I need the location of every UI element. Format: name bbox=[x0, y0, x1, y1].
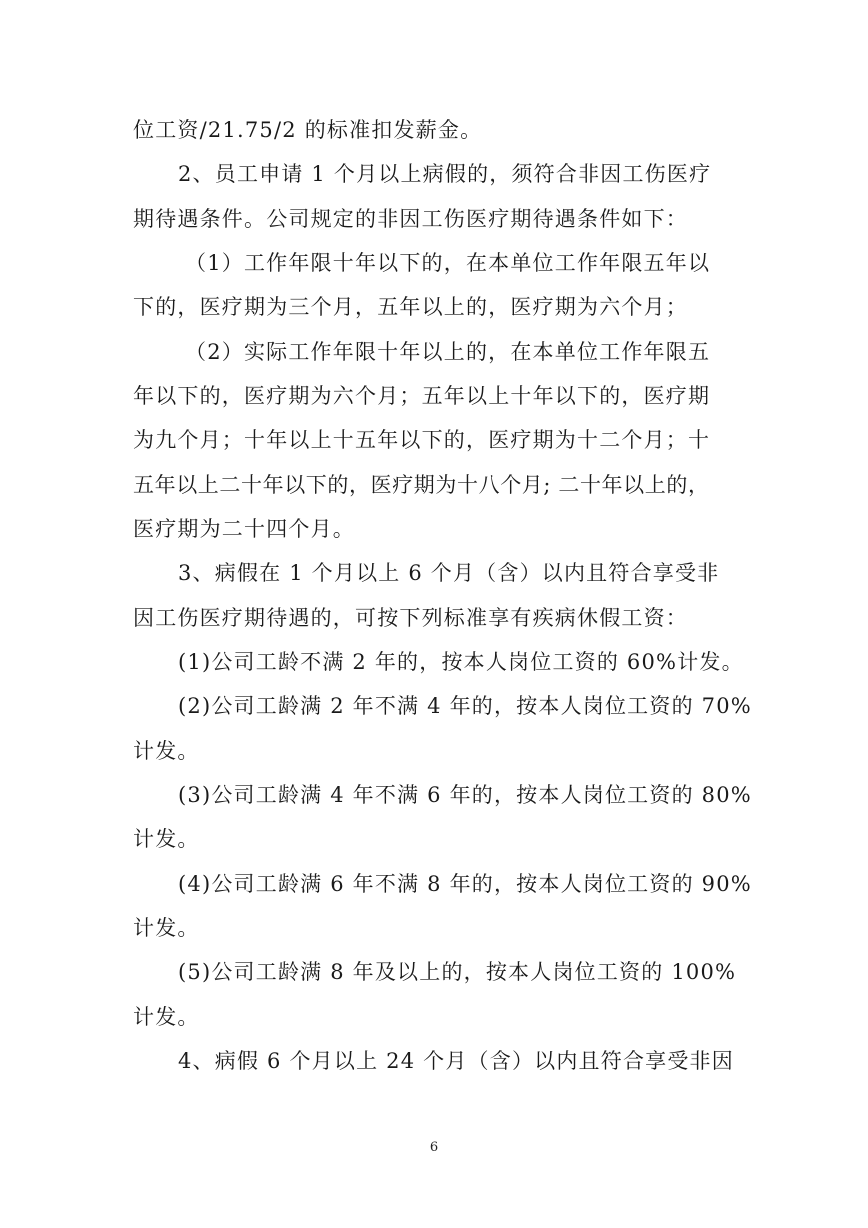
text-line: 计发。 bbox=[133, 916, 200, 940]
text-line: (3)公司工龄满 4 年不满 6 年的，按本人岗位工资的 80% bbox=[178, 783, 752, 807]
text-line: 计发。 bbox=[133, 1005, 200, 1029]
text-line: 医疗期为二十四个月。 bbox=[133, 517, 355, 541]
text-line: 3、病假在 1 个月以上 6 个月（含）以内且符合享受非 bbox=[178, 561, 720, 585]
text-line: (4)公司工龄满 6 年不满 8 年的，按本人岗位工资的 90% bbox=[178, 872, 752, 896]
text-line: (5)公司工龄满 8 年及以上的，按本人岗位工资的 100% bbox=[178, 960, 737, 984]
text-line: 为九个月；十年以上十五年以下的，医疗期为十二个月；十 bbox=[133, 428, 711, 452]
text-line: 位工资/21.75/2 的标准扣发薪金。 bbox=[133, 118, 483, 142]
text-line: 4、病假 6 个月以上 24 个月（含）以内且符合享受非因 bbox=[178, 1049, 734, 1073]
text-line: 五年以上二十年以下的，医疗期为十八个月; 二十年以上的， bbox=[133, 473, 710, 497]
page-number: 6 bbox=[429, 1140, 439, 1155]
text-line: 因工伤医疗期待遇的，可按下列标准享有疾病休假工资： bbox=[133, 606, 688, 630]
text-line: （2）实际工作年限十年以上的，在本单位工作年限五 bbox=[185, 340, 711, 364]
text-line: （1）工作年限十年以下的，在本单位工作年限五年以 bbox=[185, 251, 711, 275]
text-line: 2、员工申请 1 个月以上病假的，须符合非因工伤医疗 bbox=[178, 162, 712, 186]
text-line: 年以下的，医疗期为六个月；五年以上十年以下的，医疗期 bbox=[133, 384, 711, 408]
text-line: (1)公司工龄不满 2 年的，按本人岗位工资的 60%计发。 bbox=[178, 650, 744, 674]
text-line: 期待遇条件。公司规定的非因工伤医疗期待遇条件如下： bbox=[133, 207, 688, 231]
text-line: (2)公司工龄满 2 年不满 4 年的，按本人岗位工资的 70% bbox=[178, 694, 752, 718]
text-line: 下的，医疗期为三个月，五年以上的，医疗期为六个月； bbox=[133, 295, 688, 319]
text-line: 计发。 bbox=[133, 739, 200, 763]
text-line: 计发。 bbox=[133, 827, 200, 851]
